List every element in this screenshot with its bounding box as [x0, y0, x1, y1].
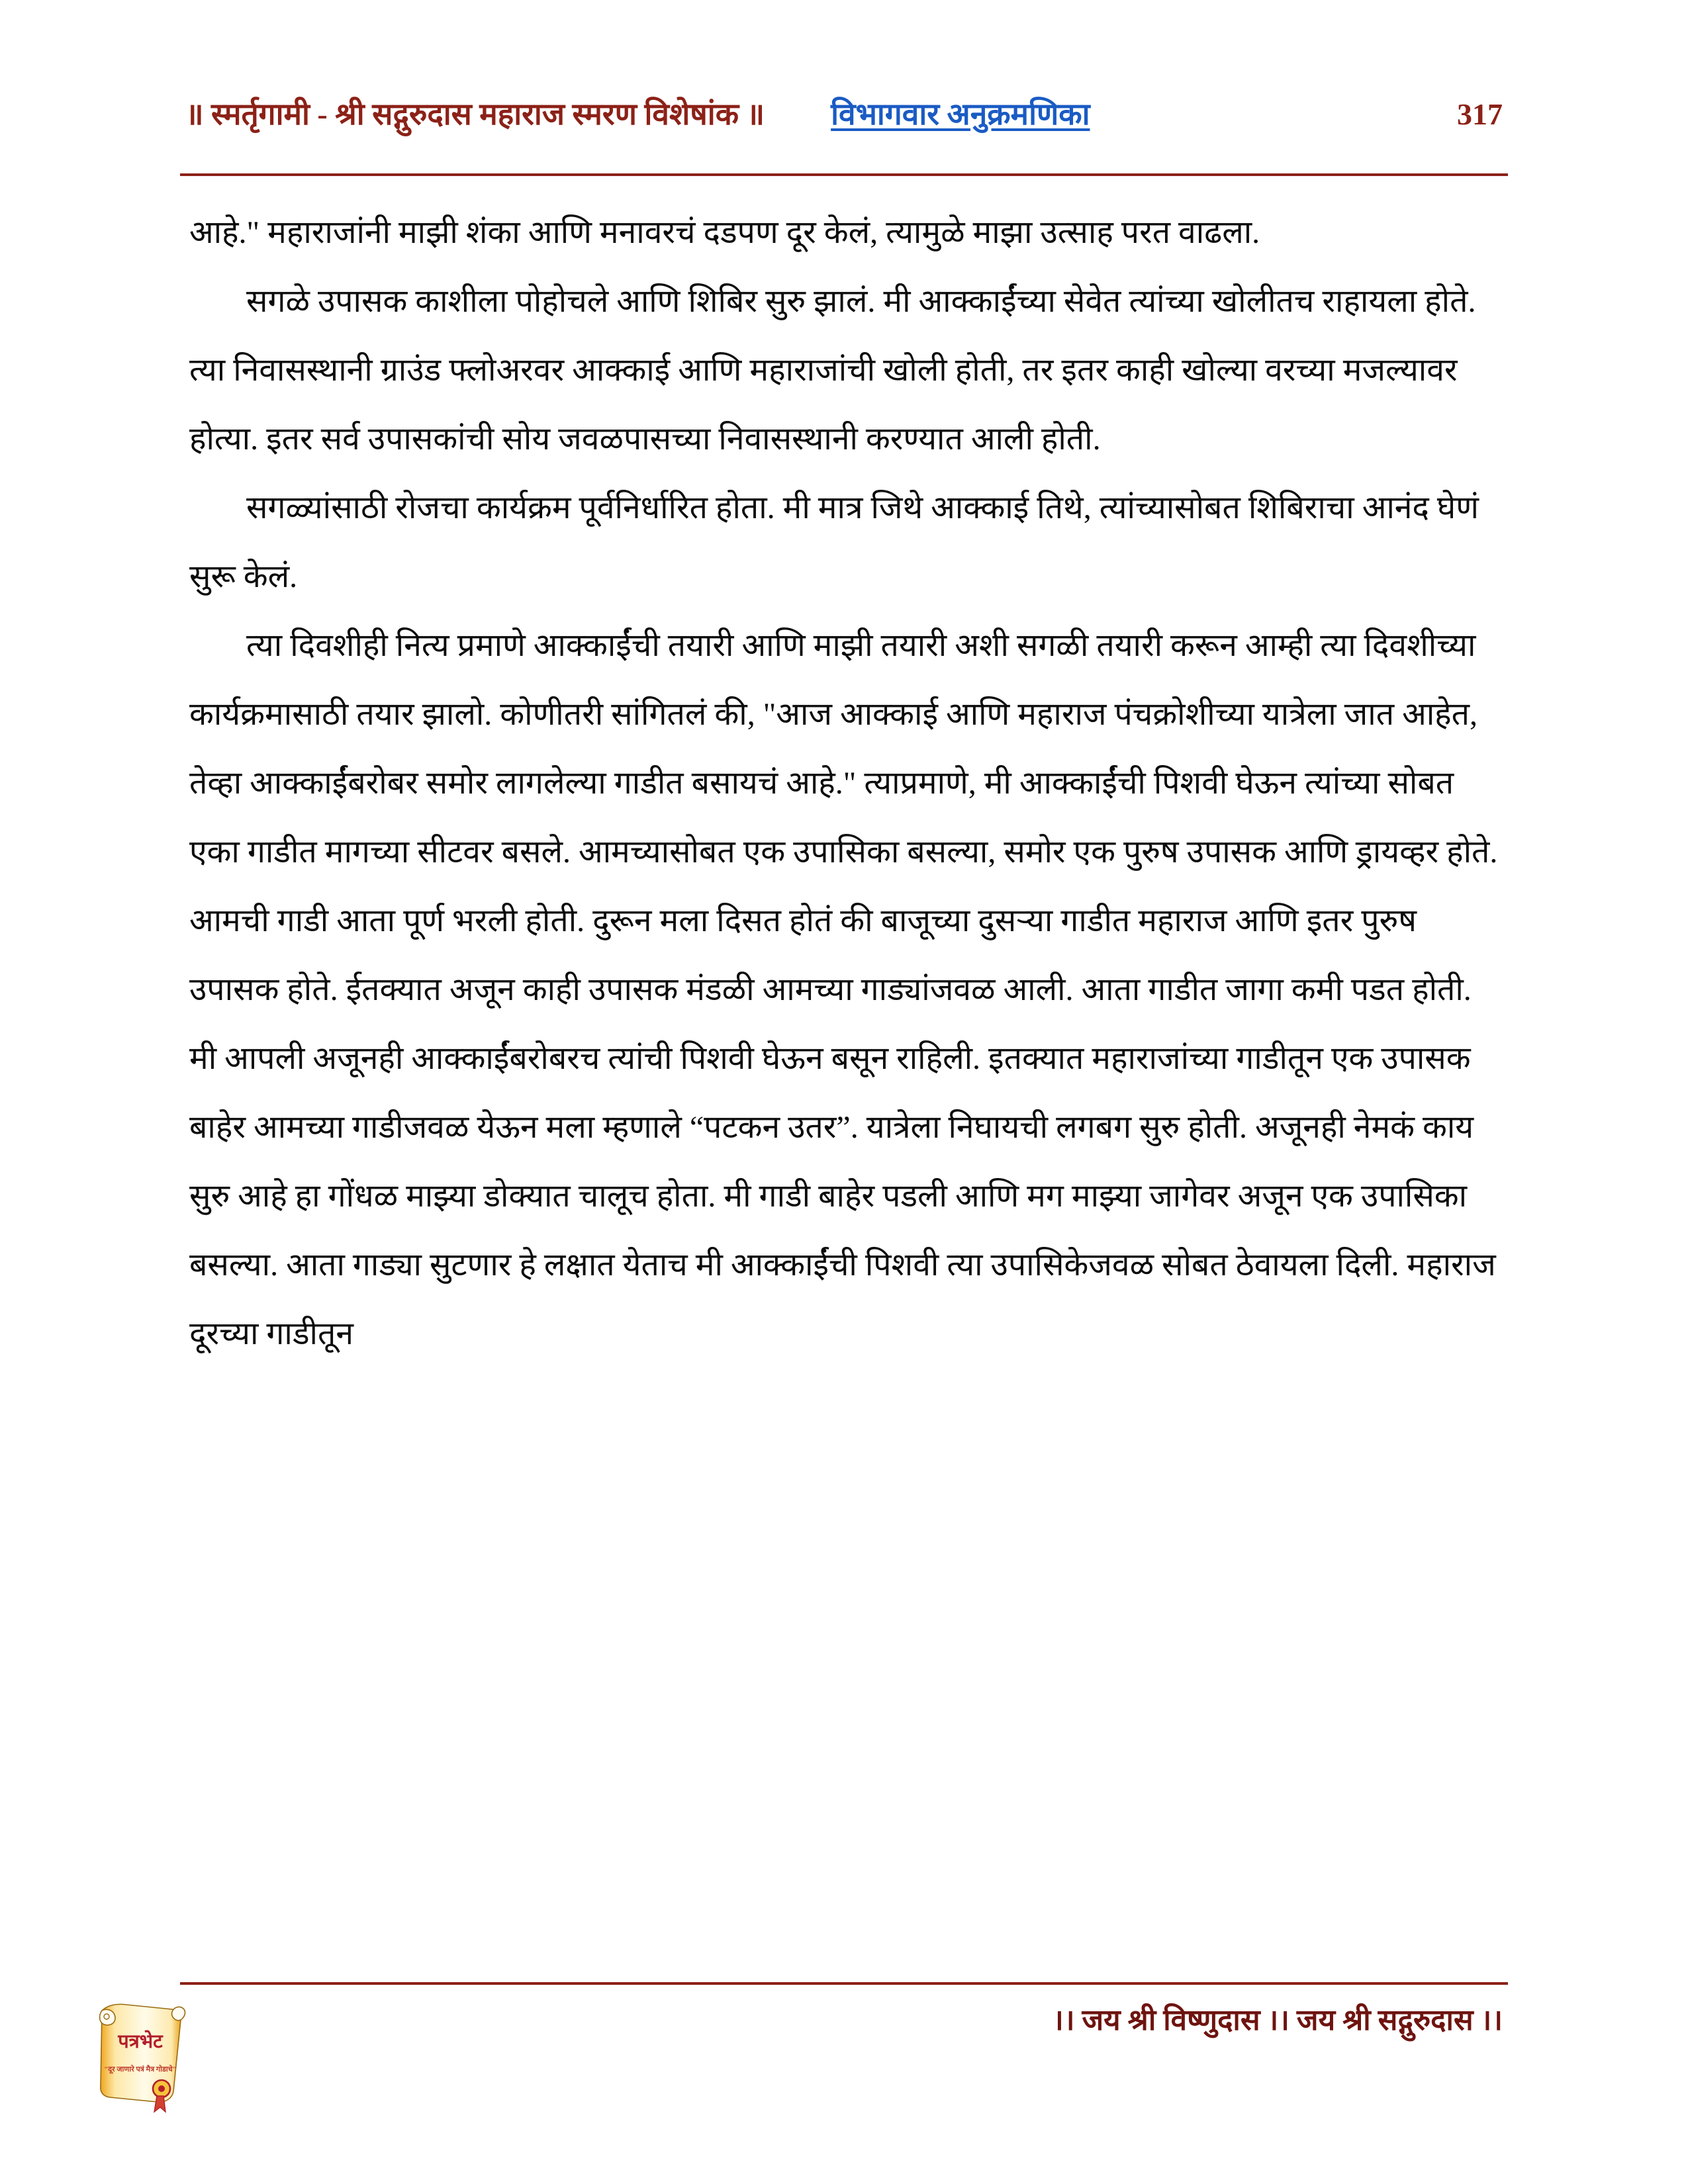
paragraph: त्या दिवशीही नित्य प्रमाणे आक्काईंची तयारी आणि माझी तयारी अशी सगळी तयारी करून आम्ही त्या दिवशीच्या कार्यक्रमासाठी तयार झालो. कोणीतरी सांगितलं की, "आज आक्काई आणि महाराज पंचक्रोशीच्या यात्रेला जात आहेत, तेव्हा आक्काईंबरोबर समोर लागलेल्या गाडीत बसायचं आहे." त्याप्रमाणे, मी आक्काईंची पिशवी घेऊन त्यांच्या सोबत एका गाडीत मागच्या सीटवर बसले. आमच्यासोबत एक उपासिका बसल्या, समोर एक पुरुष उपासक आणि ड्रायव्हर होते. आमची गाडी आता पूर्ण भरली होती. दुरून मला दिसत होतं की बाजूच्या दुसऱ्या गाडीत महाराज आणि इतर पुरुष उपासक होते. ईतक्यात अजून काही उपासक मंडळी आमच्या गाड्यांजवळ आली. आता गाडीत जागा कमी पडत होती. मी आपली अजूनही आक्काईंबरोबरच त्यांची पिशवी घेऊन बसून राहिली. इतक्यात महाराजांच्या गाडीतून एक उपासक बाहेर आमच्या गाडीजवळ येऊन मला म्हणाले “पटकन उतर”. यात्रेला निघायची लगबग सुरु होती. अजूनही नेमकं काय सुरु आहे हा गोंधळ माझ्या डोक्यात चालूच होता. मी गाडी बाहेर पडली आणि मग माझ्या जागेवर अजून एक उपासिका बसल्या. आता गाड्या सुटणार हे लक्षात येताच मी आक्काईंची पिशवी त्या उपासिकेजवळ सोबत ठेवायला दिली. महाराज दूरच्या गाडीतून: [189, 628, 1498, 1351]
paragraph: सगळे उपासक काशीला पोहोचले आणि शिबिर सुरु झालं. मी आक्काईंच्या सेवेत त्यांच्या खोलीतच राहायला होते. त्या निवासस्थानी ग्राउंड फ्लोअरवर आक्काई आणि महाराजांची खोली होती, तर इतर काही खोल्या वरच्या मजल्यावर होत्या. इतर सर्व उपासकांची सोय जवळपासच्या निवासस्थानी करण्यात आली होती.: [189, 284, 1476, 457]
paragraph: आहे." महाराजांनी माझी शंका आणि मनावरचं दडपण दूर केलं, त्यामुळे माझा उत्साह परत वाढला.: [189, 215, 1260, 250]
page-header: [185, 93, 1503, 152]
page-body: [189, 199, 1505, 1369]
section-index-link[interactable]: विभागवार अनुक्रमणिका: [831, 97, 1090, 131]
scroll-icon: [87, 1992, 193, 2115]
page-number: 317: [1457, 97, 1503, 131]
logo-title: पत्रभेट: [118, 2031, 163, 2052]
footer-blessing: ।। जय श्री विष्णुदास ।। जय श्री सद्गुरुदास ।।: [1053, 2004, 1503, 2036]
footer-divider: [180, 1982, 1508, 1985]
patrabhet-logo: [87, 1992, 193, 2115]
logo-tagline: "दूर जाणारे पत्रं मैत्र गोडाचे": [104, 2066, 177, 2073]
publication-title: ॥ स्मर्तृगामी - श्री सद्गुरुदास महाराज स्मरण विशेषांक ॥: [185, 97, 765, 131]
header-divider: [180, 173, 1508, 176]
paragraph: सगळ्यांसाठी रोजचा कार्यक्रम पूर्वनिर्धारित होता. मी मात्र जिथे आक्काई तिथे, त्यांच्यासोबत शिबिराचा आनंद घेणं सुरू केलं.: [189, 490, 1479, 594]
